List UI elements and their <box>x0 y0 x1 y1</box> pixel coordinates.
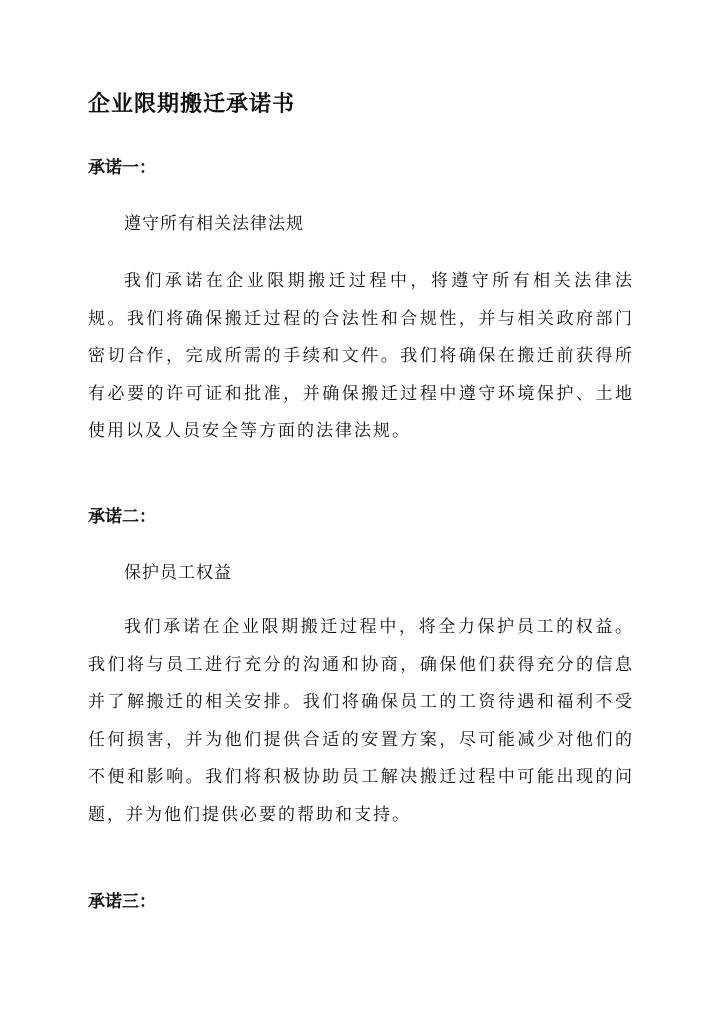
section-heading-1: 承诺一： <box>88 158 156 178</box>
section-body-1: 我们承诺在企业限期搬迁过程中，将遵守所有相关法律法规。我们将确保搬迁过程的合法性和合规性，并与相关政府部门密切合作，完成所需的手续和文件。我们将确保在搬迁前获得所有必要的许可证和批准，并确保搬迁过程中遵守环境保护、土地使用以及人员安全等方面的法律法规。 <box>88 271 634 441</box>
section-subheading-2: 保护员工权益 <box>124 563 232 583</box>
section-heading-2: 承诺二： <box>88 507 156 527</box>
document-title: 企业限期搬迁承诺书 <box>88 91 296 117</box>
section-subheading-1: 遵守所有相关法律法规 <box>124 214 304 234</box>
section-heading-3: 承诺三： <box>88 892 156 912</box>
section-body-2: 我们承诺在企业限期搬迁过程中，将全力保护员工的权益。我们将与员工进行充分的沟通和协商，确保他们获得充分的信息并了解搬迁的相关安排。我们将确保员工的工资待遇和福利不受任何损害，并为他们提供合适的安置方案，尽可能减少对他们的不便和影响。我们将积极协助员工解决搬迁过程中可能出现的问题，并为他们提供必要的帮助和支持。 <box>88 617 634 825</box>
